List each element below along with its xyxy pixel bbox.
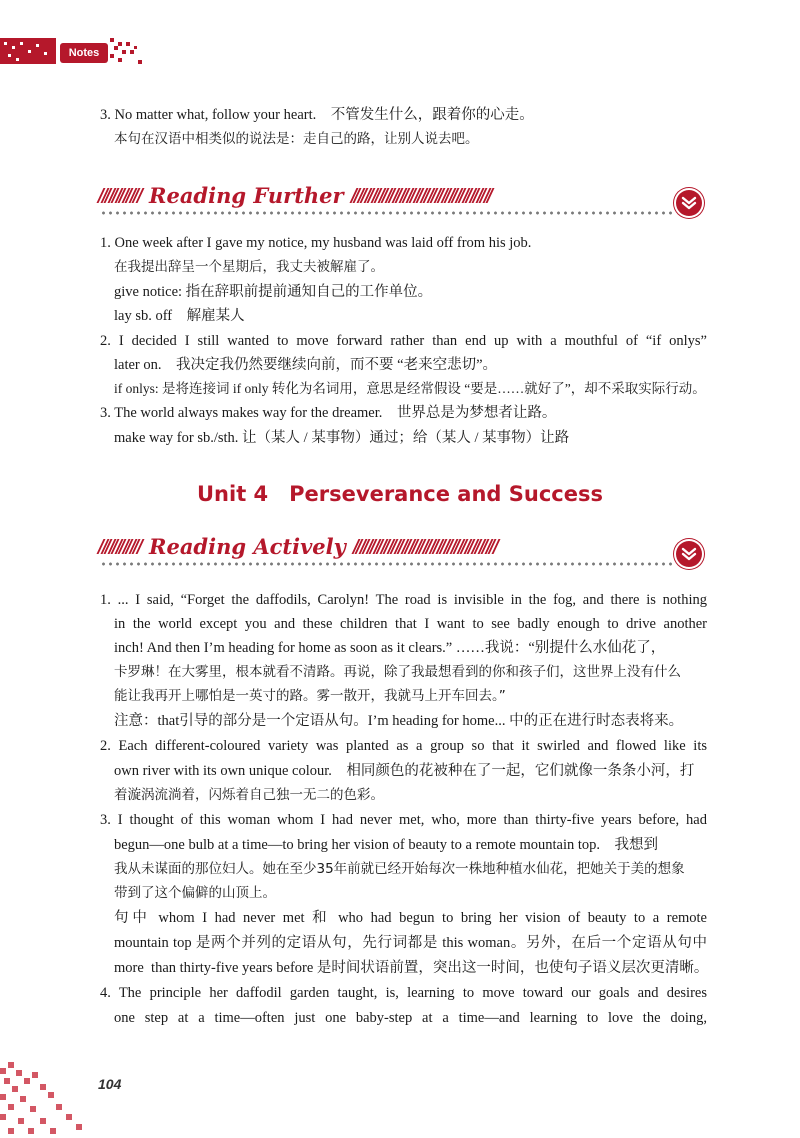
further-line-2: 在我提出辞呈一个星期后，我丈夫被解雇了。 [114, 259, 384, 275]
actively-line-12: 我从未谋面的那位妇人。她在至少35年前就已经开始每次一株地种植水仙花，把她关于美的想象 [114, 861, 685, 877]
slash-decoration-left [100, 539, 140, 554]
note-3-line-1: 3. No matter what, follow your heart. 不管发生什么，跟着你的心走。 [100, 107, 534, 123]
further-line-5: 2. I decided I still wanted to move forward rather than end up with a mouthful of “if onlys” [100, 333, 707, 349]
actively-line-9: 着漩涡流淌着，闪烁着自己独一无二的色彩。 [114, 787, 384, 803]
actively-line-3: inch! And then I’m heading for home as soon as it clears.” ……我说：“别提什么水仙花了， [114, 640, 666, 656]
further-line-6: later on. 我决定我仍然要继续向前，而不要 “老来空悲切”。 [114, 357, 498, 373]
section-title-reading-actively: Reading Actively [149, 533, 346, 559]
slash-decoration-right [353, 188, 491, 203]
dotted-divider [100, 562, 672, 566]
actively-line-5: 能让我再开上哪怕是一英寸的路。雾一散开，我就马上开车回去。” [114, 688, 506, 704]
actively-line-18: one step at a time—often just one baby-step at a time—and learning to love the doing, [114, 1010, 707, 1026]
section-title-reading-further: Reading Further [149, 182, 344, 208]
actively-line-16: more than thirty-five years before 是时间状语前置，突出这一时间，也使句子语义层次更清晰。 [114, 960, 709, 976]
chevron-down-icon[interactable] [676, 190, 702, 216]
actively-line-17: 4. The principle her daffodil garden taught, is, learning to move toward our goals and desires [100, 985, 707, 1001]
actively-line-11: begun—one bulb at a time—to bring her vision of beauty to a remote mountain top. 我想到 [114, 837, 659, 853]
actively-line-15: mountain top 是两个并列的定语从句，先行词都是 this woman。另外，在后一个定语从句中 [114, 935, 707, 951]
page-number: 104 [98, 1076, 122, 1092]
unit-title: Unit 4 Perseverance and Success [197, 482, 603, 506]
chevron-down-icon[interactable] [676, 541, 702, 567]
further-line-4: lay sb. off 解雇某人 [114, 308, 245, 324]
actively-line-8: own river with its own unique colour. 相同颜色的花被种在了一起，它们就像一条条小河，打 [114, 763, 695, 779]
slash-decoration-left [100, 188, 140, 203]
further-line-7: if onlys: 是将连接词 if only 转化为名词用，意思是经常假设 “要是……就好了”，却不采取实际行动。 [114, 381, 706, 396]
further-line-9: make way for sb./sth. 让（某人 / 某事物）通过；给（某人 / 某事物）让路 [114, 430, 570, 446]
actively-line-4: 卡罗琳！在大雾里，根本就看不清路。再说，除了我最想看到的你和孩子们，这世界上没有什么 [114, 664, 681, 680]
further-line-3: give notice: 指在辞职前提前通知自己的工作单位。 [114, 284, 433, 300]
actively-line-2: in the world except you and these children that I want to see badly enough to drive another [114, 616, 707, 632]
further-line-8: 3. The world always makes way for the dreamer. 世界总是为梦想者让路。 [100, 405, 557, 421]
note-3-line-2: 本句在汉语中相类似的说法是：走自己的路，让别人说去吧。 [114, 131, 479, 147]
section-header-reading-further [100, 180, 491, 210]
dotted-divider [100, 211, 672, 215]
actively-line-13: 带到了这个偏僻的山顶上。 [114, 885, 276, 901]
slash-decoration-right [355, 539, 497, 554]
further-line-1: 1. One week after I gave my notice, my husband was laid off from his job. [100, 235, 532, 251]
actively-line-6: 注意：that引导的部分是一个定语从句。I’m heading for home... 中的正在进行时态表将来。 [114, 713, 684, 729]
notes-tab: Notes [60, 43, 108, 63]
actively-line-10: 3. I thought of this woman whom I had never met, who, more than thirty-five years before, had [100, 812, 707, 828]
actively-line-14: 句中 whom I had never met 和 who had begun to bring her vision of beauty to a remote [114, 910, 707, 926]
section-header-reading-actively [100, 531, 496, 561]
pixel-pattern-bottom [0, 1062, 95, 1138]
actively-line-1: 1. ... I said, “Forget the daffodils, Carolyn! The road is invisible in the fog, and there is nothing [100, 592, 707, 608]
actively-line-7: 2. Each different-coloured variety was planted as a group so that it swirled and flowed like its [100, 738, 707, 754]
